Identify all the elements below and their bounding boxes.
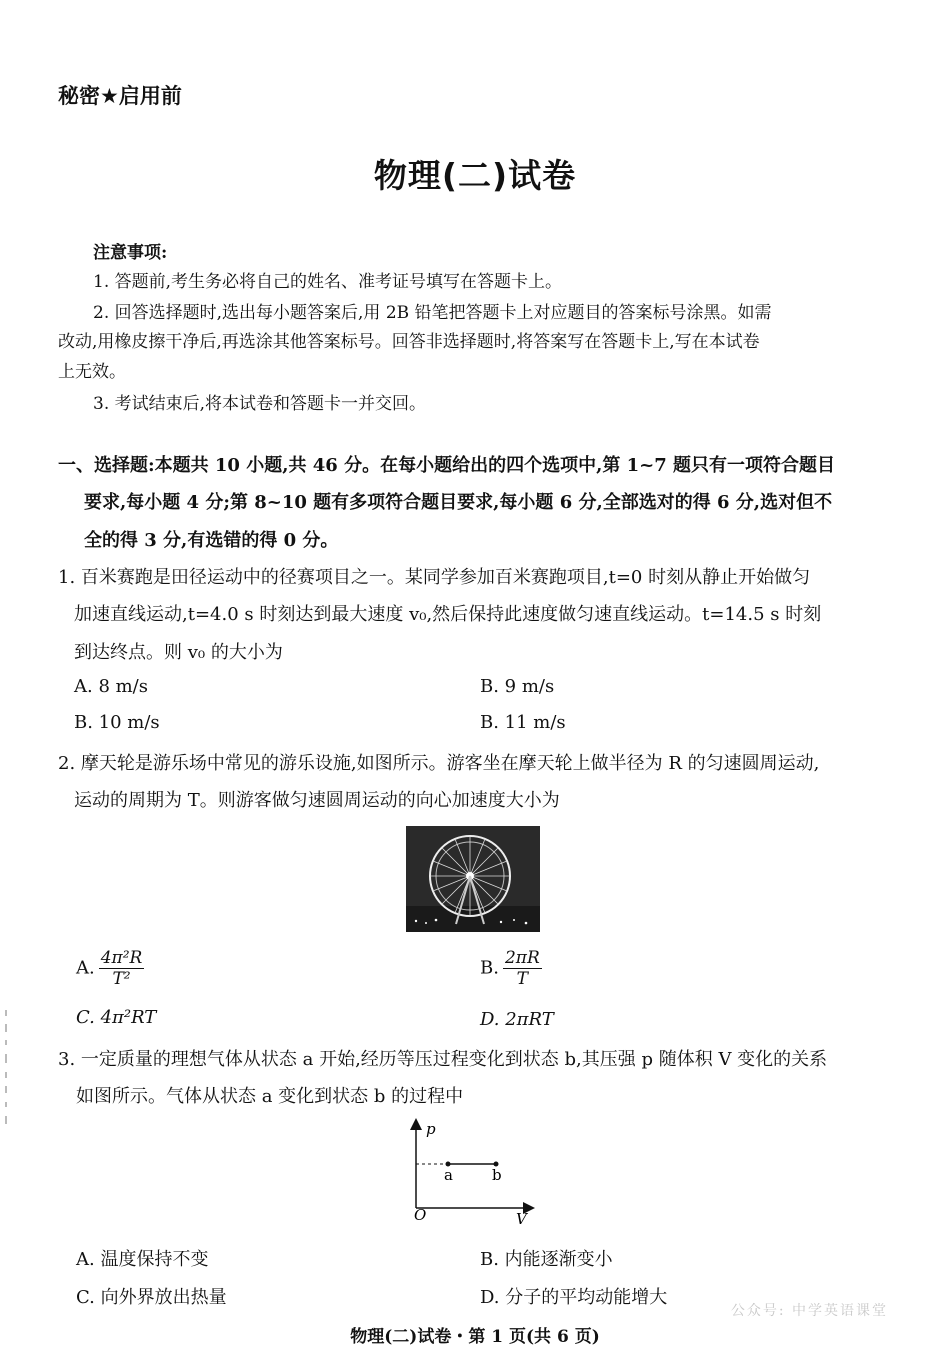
option-b-label: B. <box>480 957 499 979</box>
question-1-text: 1. 百米赛跑是田径运动中的径赛项目之一。某同学参加百米赛跑项目,t=0 时刻从静止开始做匀 <box>58 567 811 588</box>
numerator: 4π²R <box>100 948 143 968</box>
question-1-text: 到达终点。则 v₀ 的大小为 <box>74 642 283 663</box>
point-b-label: b <box>492 1166 502 1184</box>
question-3-text: 如图所示。气体从状态 a 变化到状态 b 的过程中 <box>76 1086 464 1107</box>
denominator: T <box>516 969 529 989</box>
option-b-fraction <box>503 948 542 989</box>
notes-heading: 注意事项: <box>93 243 168 263</box>
note-line: 3. 考试结束后,将本试卷和答题卡一并交回。 <box>93 394 427 414</box>
section-instructions: 要求,每小题 4 分;第 8~10 题有多项符合题目要求,每小题 6 分,全部选对的得 6 分,选对但不 <box>84 492 833 513</box>
page-title: 物理(二)试卷 <box>373 156 577 195</box>
watermark: 公众号: 中学英语课堂 <box>730 1303 888 1319</box>
option-d: D. 2πRT <box>480 1009 554 1030</box>
option-a <box>76 948 144 989</box>
note-line: 2. 回答选择题时,选出每小题答案后,用 2B 铅笔把答题卡上对应题目的答案标号涂黑。如需 <box>93 303 772 323</box>
option-c: C. 向外界放出热量 <box>76 1287 227 1308</box>
question-2-text: 运动的周期为 T。则游客做匀速圆周运动的向心加速度大小为 <box>74 790 560 811</box>
option-d: D. 分子的平均动能增大 <box>480 1287 668 1308</box>
point-a-label: a <box>444 1166 453 1184</box>
section-instructions: 一、选择题:本题共 10 小题,共 46 分。在每小题给出的四个选项中,第 1~7 题只有一项符合题目 <box>58 455 836 476</box>
question-3-text: 3. 一定质量的理想气体从状态 a 开始,经历等压过程变化到状态 b,其压强 p 随体积 V 变化的关系 <box>58 1049 828 1070</box>
option-c: C. 4π²RT <box>76 1007 157 1028</box>
page-footer: 物理(二)试卷・第 1 页(共 6 页) <box>350 1327 600 1347</box>
option-b: B. 内能逐渐变小 <box>480 1249 613 1270</box>
numerator: 2πR <box>504 948 540 968</box>
option-a-label: A. <box>76 957 95 979</box>
section-instructions: 全的得 3 分,有选错的得 0 分。 <box>84 530 339 551</box>
ferris-wheel-photo <box>406 826 540 932</box>
option-c: B. 10 m/s <box>74 712 160 733</box>
option-b: B. 9 m/s <box>480 676 555 697</box>
option-a: A. 温度保持不变 <box>76 1249 209 1270</box>
ferris-wheel-illustration <box>406 826 540 932</box>
question-1-text: 加速直线运动,t=4.0 s 时刻达到最大速度 v₀,然后保持此速度做匀速直线运动。t=14.5 s 时刻 <box>74 604 822 625</box>
option-a: A. 8 m/s <box>74 676 148 697</box>
note-line: 上无效。 <box>58 362 126 382</box>
y-axis-label: p <box>426 1120 436 1138</box>
x-axis-label: V <box>516 1210 527 1228</box>
note-line: 改动,用橡皮擦干净后,再选涂其他答案标号。回答非选择题时,将答案写在答题卡上,写在本试卷 <box>58 332 760 352</box>
option-d: B. 11 m/s <box>480 712 566 733</box>
note-line: 1. 答题前,考生务必将自己的姓名、准考证号填写在答题卡上。 <box>93 272 563 292</box>
option-a-fraction <box>99 948 145 989</box>
option-b <box>480 948 542 989</box>
denominator: T² <box>112 969 131 989</box>
question-2-text: 2. 摩天轮是游乐场中常见的游乐设施,如图所示。游客坐在摩天轮上做半径为 R 的匀速圆周运动, <box>58 753 820 774</box>
pressure-volume-graph <box>404 1118 544 1230</box>
binding-margin-marks <box>2 1010 12 1130</box>
confidential-label: 秘密★启用前 <box>58 84 182 108</box>
origin-label: O <box>414 1206 427 1224</box>
